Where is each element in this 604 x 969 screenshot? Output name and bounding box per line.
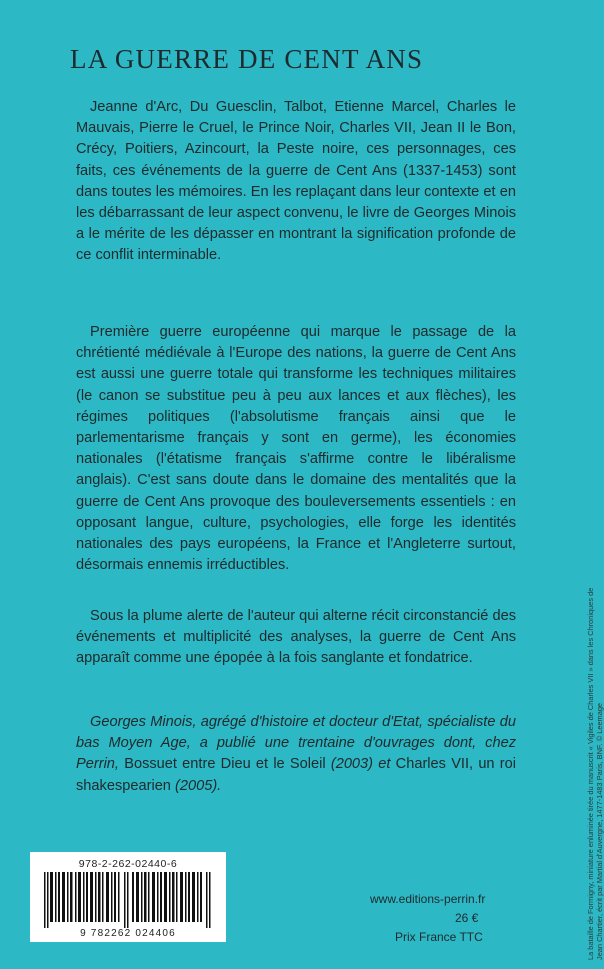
summary-paragraph-1: Jeanne d'Arc, Du Guesclin, Talbot, Etienne Marcel, Charles le Mauvais, Pierre le Cruel, le Prince Noir, Charles VII, Jean II le Bon, Crécy, Poitiers, Azincourt, la Peste noire, ces personnages, ces faits, ces événements de la guerre de Cent Ans (1337-1453) sont dans toutes les mémoires. En les replaçant dans leur contexte et en les débarrassant de leur aspect convenu, le livre de Georges Minois a le mérite de les dépasser en montrant la signification profonde de ce conflit interminable. <box>76 99 516 264</box>
price-label: Prix France TTC <box>395 930 483 944</box>
barcode-panel <box>30 852 226 942</box>
isbn-number: 978-2-262-02440-6 <box>78 858 178 870</box>
book-title-bossuet: Bossuet entre Dieu et le Soleil <box>124 756 326 773</box>
cover-image-credit: La bataille de Formigny, miniature enluminée tirée du manuscrit « Vigiles de Charles VII » dans les Chroniques de Jean Chartier, écrit par Martial d'Auvergne, 1477-1483 Paris, BNF. © Leemage <box>586 587 604 960</box>
author-bio-intro: Georges Minois, agrégé d'histoire et docteur d'Etat, spécialiste du bas Moyen Age, a publié une trentaine d'ouvrages dont, chez Perrin, <box>76 714 516 773</box>
book-title-charles-vii: Charles VII, un roi shakespearien <box>76 756 516 794</box>
cover-image-credit-area <box>548 580 604 960</box>
publisher-website: www.editions-perrin.fr <box>370 892 486 906</box>
barcode-icon <box>40 872 216 928</box>
author-bio <box>76 712 516 797</box>
book-title: LA GUERRE DE CENT ANS <box>70 44 424 74</box>
summary-paragraph-2: Première guerre européenne qui marque le passage de la chrétienté médiévale à l'Europe des nations, la guerre de Cent Ans est aussi une guerre totale qui transforme les techniques militaires (le canon se substitue peu à peu aux lances et aux flèches), les régimes politiques (l'absolutisme français ainsi que le parlementarisme français y sont en germe), les économies nationales (l'étatisme français s'affirme contre le libéralisme anglais). C'est sans doute dans le domaine des mentalités que la guerre de Cent Ans provoque des bouleversements essentiels : en opposant langue, culture, psychologies, elle forge les identités nationales des pays européens, la France et l'Angleterre surtout, désormais ennemis irréductibles. <box>76 324 516 574</box>
bio-year-2003: (2003) <box>325 756 379 773</box>
summary-paragraph-3: Sous la plume alerte de l'auteur qui alterne récit circonstancié des événements et multiplicité des analyses, la guerre de Cent Ans apparaît comme une épopée à la fois sanglante et fondatrice. <box>76 608 516 667</box>
price: 26 € <box>455 911 479 925</box>
barcode-digits: 9 782262 024406 <box>80 928 176 939</box>
bio-and: et <box>378 756 396 773</box>
bio-year-2005: (2005). <box>170 777 222 794</box>
